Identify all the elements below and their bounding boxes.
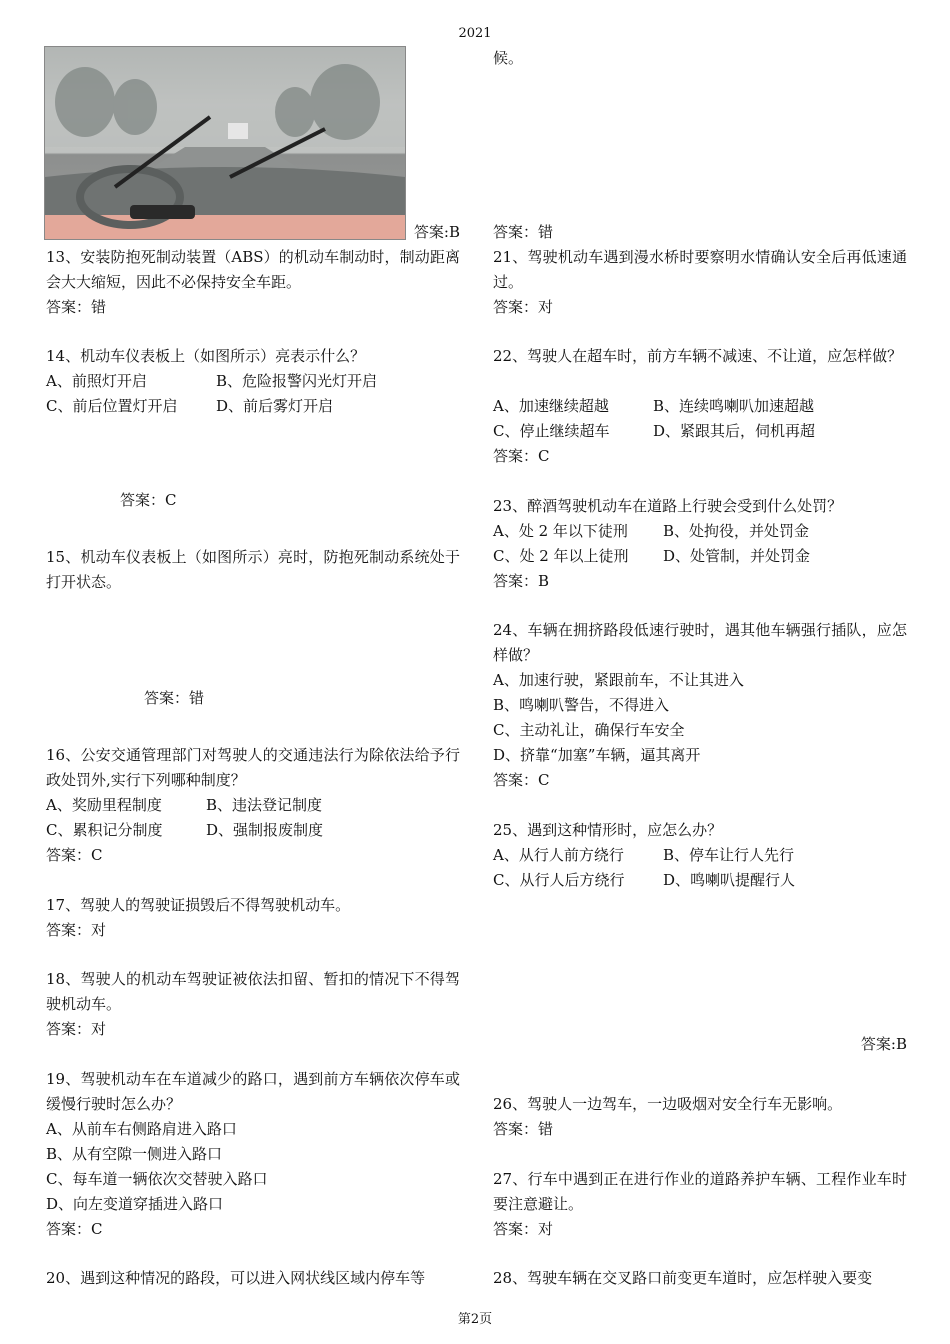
q19-option-d: D、向左变道穿插进入路口 [46,1195,224,1213]
q18-answer: 答案：对 [46,1020,107,1038]
q16-option-a: A、奖励里程制度 [46,796,162,814]
q20-question-continued: 候。 [493,49,524,67]
q24-question: 24、车辆在拥挤路段低速行驶时，遇其他车辆强行插队，应怎样做？ [493,621,907,664]
q13-answer: 答案：错 [46,298,107,316]
q22-option-a: A、加速继续超越 [493,397,609,415]
q23-option-b: B、处拘役，并处罚金 [663,522,810,540]
q22-option-c: C、停止继续超车 [493,422,610,440]
q22-options [493,394,907,444]
q24-option-c: C、主动礼让，确保行车安全 [493,721,685,739]
q14-option-b: B、危险报警闪光灯开启 [216,372,378,390]
q16-option-d: D、强制报废制度 [206,821,324,839]
q14-option-d: D、前后雾灯开启 [216,397,334,415]
q18-question: 18、驾驶人的机动车驾驶证被依法扣留、暂扣的情况下不得驾驶机动车。 [46,970,460,1013]
q22-answer: 答案：C [493,447,550,465]
q24-answer: 答案：C [493,771,550,789]
q12-answer: 答案:B [413,223,460,241]
q24-option-b: B、鸣喇叭警告，不得进入 [493,696,670,714]
q25-option-a: A、从行人前方绕行 [493,846,624,864]
q22-option-b: B、连续鸣喇叭加速超越 [653,397,815,415]
q23-option-c: C、处 2 年以上徒刑 [493,547,629,565]
q20-answer: 答案：错 [493,223,554,241]
q19-question: 19、驾驶机动车在车道减少的路口，遇到前方车辆依次停车或缓慢行驶时怎么办？ [46,1070,460,1113]
q20-question: 20、遇到这种情况的路段，可以进入网状线区域内停车等 [46,1269,426,1287]
q23-option-d: D、处管制，并处罚金 [663,547,811,565]
page-footer-number: 第2页 [457,1312,493,1327]
q14-answer: 答案：C [120,491,177,509]
q23-option-a: A、处 2 年以下徒刑 [493,522,628,540]
q16-options [46,793,460,843]
q24-option-d: D、挤靠“加塞”车辆，逼其离开 [493,746,701,764]
q15-question: 15、机动车仪表板上（如图所示）亮时，防抱死制动系统处于打开状态。 [46,548,460,591]
q23-question: 23、醉酒驾驶机动车在道路上行驶会受到什么处罚？ [493,497,843,515]
q14-option-a: A、前照灯开启 [46,372,147,390]
q15-answer: 答案：错 [144,689,205,707]
q22-question: 22、驾驶人在超车时，前方车辆不减速、不让道，应怎样做？ [493,347,903,365]
q14-question: 14、机动车仪表板上（如图所示）亮表示什么？ [46,347,366,365]
q17-answer: 答案：对 [46,921,107,939]
q16-option-c: C、累积记分制度 [46,821,163,839]
q25-question: 25、遇到这种情形时，应怎么办？ [493,821,723,839]
q19-option-b: B、从有空隙一侧进入路口 [46,1145,223,1163]
q22-option-d: D、紧跟其后，伺机再超 [653,422,816,440]
page-header-year: 2021 [458,26,492,41]
q26-question: 26、驾驶人一边驾车，一边吸烟对安全行车无影响。 [493,1095,843,1113]
q16-question: 16、公安交通管理部门对驾驶人的交通违法行为除依法给予行政处罚外,实行下列哪种制度？ [46,746,460,789]
q21-answer: 答案：对 [493,298,554,316]
q17-question: 17、驾驶人的驾驶证损毁后不得驾驶机动车。 [46,896,351,914]
q19-options [46,1117,460,1217]
q16-answer: 答案：C [46,846,103,864]
q19-option-c: C、每车道一辆依次交替驶入路口 [46,1170,268,1188]
q24-option-a: A、加速行驶，紧跟前车，不让其进入 [493,671,744,689]
q19-option-a: A、从前车右侧路肩进入路口 [46,1120,237,1138]
q28-question: 28、驾驶车辆在交叉路口前变更车道时，应怎样驶入要变 [493,1269,873,1287]
q19-answer: 答案：C [46,1220,103,1238]
q21-question: 21、驾驶机动车遇到漫水桥时要察明水情确认安全后再低速通过。 [493,248,907,291]
q13-question: 13、安装防抱死制动装置（ABS）的机动车制动时，制动距离会大大缩短，因此不必保持安全车距。 [46,248,460,291]
q14-options [46,369,460,419]
q25-option-c: C、从行人后方绕行 [493,871,625,889]
q26-answer: 答案：错 [493,1120,554,1138]
q25-option-b: B、停车让行人先行 [663,846,795,864]
q16-option-b: B、违法登记制度 [206,796,323,814]
q23-answer: 答案：B [493,572,550,590]
q23-options [493,519,907,569]
q24-options [493,668,907,768]
q27-question: 27、行车中遇到正在进行作业的道路养护车辆、工程作业车时要注意避让。 [493,1170,907,1213]
q25-option-d: D、鸣喇叭提醒行人 [663,871,796,889]
q27-answer: 答案：对 [493,1220,554,1238]
q25-options [493,843,907,893]
q14-option-c: C、前后位置灯开启 [46,397,178,415]
q25-answer: 答案:B [860,1035,907,1053]
windshield-wiper-photo [44,46,406,240]
